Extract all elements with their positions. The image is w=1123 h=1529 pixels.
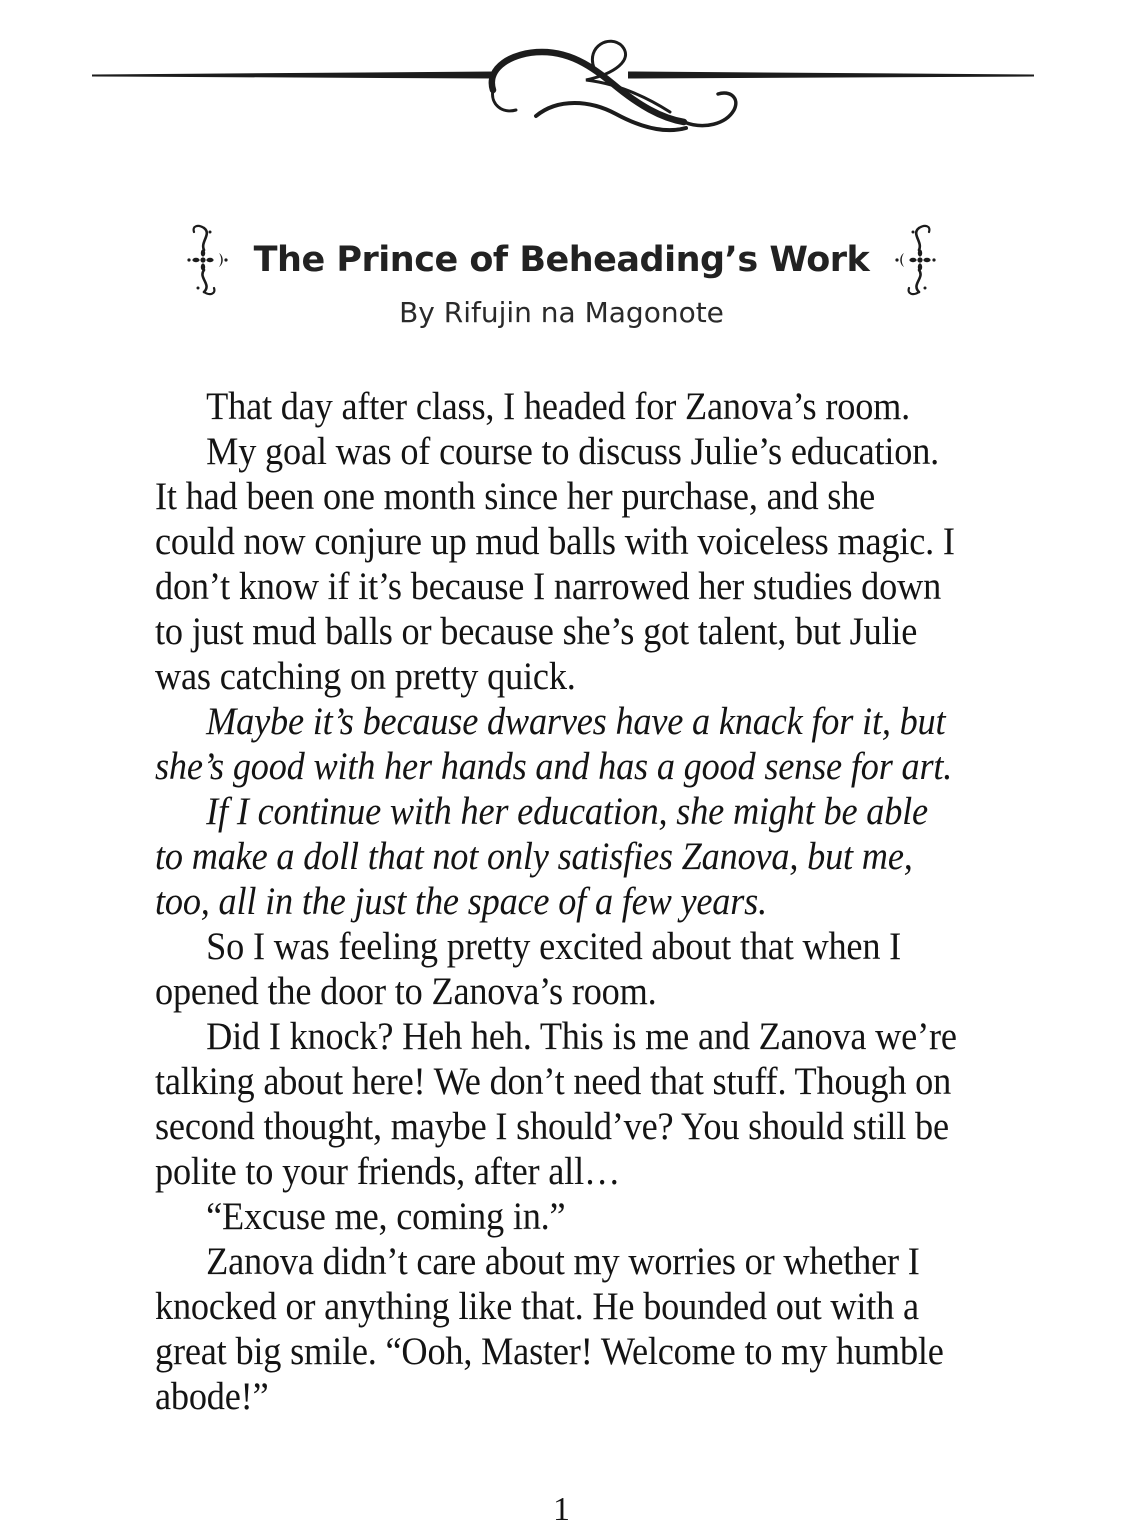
text-line: “Excuse me, coming in.” (206, 1195, 566, 1238)
text-line: she’s good with her hands and has a good sense for art. (155, 745, 953, 788)
byline: By Rifujin na Magonote (399, 296, 724, 329)
floral-ornament-right-icon (895, 222, 937, 298)
text-line: great big smile. “Ooh, Master! Welcome to my humble (155, 1330, 944, 1373)
page-number: 1 (553, 1491, 570, 1528)
paragraph (155, 789, 992, 924)
text-line: to make a doll that not only satisfies Zanova, but me, (155, 835, 913, 878)
text-line: That day after class, I headed for Zanova’s room. (206, 385, 911, 428)
calligraphic-swirl-divider-icon (88, 28, 1038, 133)
text-line: don’t know if it’s because I narrowed her studies down (155, 565, 942, 608)
text-line: talking about here! We don’t need that stuff. Though on (155, 1060, 952, 1103)
paragraph (155, 429, 992, 699)
chapter-heading (0, 222, 1123, 298)
floral-ornament-left-icon (186, 222, 228, 298)
paragraph (155, 1239, 992, 1419)
paragraph (155, 1194, 992, 1239)
text-line: knocked or anything like that. He bounded out with a (155, 1285, 919, 1328)
text-line: Zanova didn’t care about my worries or whether I (206, 1240, 920, 1283)
text-line: could now conjure up mud balls with voiceless magic. I (155, 520, 955, 563)
text-line: polite to your friends, after all… (155, 1150, 621, 1193)
chapter-title: The Prince of Beheading’s Work (253, 240, 870, 280)
text-line: too, all in the just the space of a few years. (155, 880, 767, 923)
body-text (155, 384, 992, 1419)
text-line: second thought, maybe I should’ve? You should still be (155, 1105, 949, 1148)
text-line: If I continue with her education, she might be able (206, 790, 928, 833)
text-line: Maybe it’s because dwarves have a knack for it, but (206, 700, 946, 743)
paragraph (155, 924, 992, 1014)
text-line: My goal was of course to discuss Julie’s education. (206, 430, 940, 473)
paragraph (155, 384, 992, 429)
text-line: It had been one month since her purchase, and she (155, 475, 876, 518)
paragraph (155, 699, 992, 789)
text-line: opened the door to Zanova’s room. (155, 970, 657, 1013)
text-line: abode!” (155, 1375, 269, 1418)
text-line: was catching on pretty quick. (155, 655, 576, 698)
text-line: Did I knock? Heh heh. This is me and Zanova we’re (206, 1015, 957, 1058)
paragraph (155, 1014, 992, 1194)
text-line: to just mud balls or because she’s got talent, but Julie (155, 610, 918, 653)
text-line: So I was feeling pretty excited about that when I (206, 925, 902, 968)
